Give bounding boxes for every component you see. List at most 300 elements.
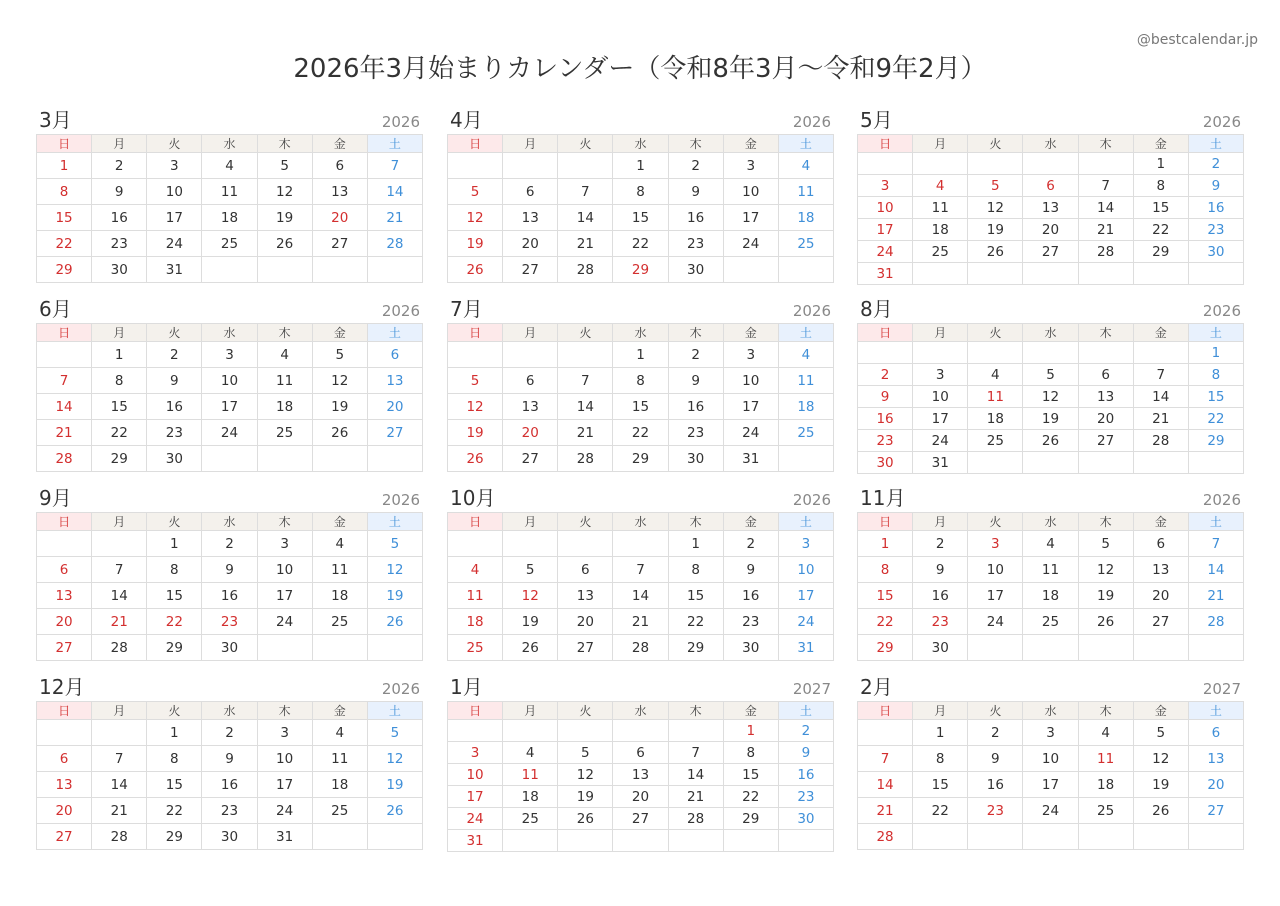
month-calendar [857, 482, 1244, 661]
day-cell: 18 [503, 786, 558, 808]
day-cell: 27 [367, 420, 422, 446]
day-cell: 7 [1078, 175, 1133, 197]
day-cell: 15 [1188, 386, 1243, 408]
day-cell: 14 [668, 764, 723, 786]
empty-cell [613, 720, 668, 742]
day-cell: 13 [503, 394, 558, 420]
day-cell: 26 [503, 635, 558, 661]
day-cell: 27 [1133, 609, 1188, 635]
day-cell: 3 [723, 342, 778, 368]
month-year: 2026 [381, 113, 420, 131]
day-cell: 3 [147, 153, 202, 179]
day-cell: 16 [147, 394, 202, 420]
day-cell: 19 [558, 786, 613, 808]
empty-cell [613, 531, 668, 557]
day-cell: 14 [37, 394, 92, 420]
day-cell: 25 [312, 798, 367, 824]
day-cell: 24 [778, 609, 833, 635]
month-name: 9月 [39, 486, 72, 510]
day-cell: 1 [1188, 342, 1243, 364]
day-cell: 22 [668, 609, 723, 635]
weekday-header: 日 [858, 702, 913, 720]
day-cell: 30 [668, 446, 723, 472]
empty-cell [312, 635, 367, 661]
day-cell: 13 [1078, 386, 1133, 408]
day-cell: 24 [913, 430, 968, 452]
day-cell: 27 [1078, 430, 1133, 452]
month-table [857, 701, 1244, 850]
month-year: 2026 [792, 491, 831, 509]
day-cell: 29 [37, 257, 92, 283]
day-cell: 14 [1133, 386, 1188, 408]
day-cell: 10 [1023, 746, 1078, 772]
empty-cell [668, 720, 723, 742]
day-cell: 5 [367, 720, 422, 746]
weekday-header: 木 [668, 513, 723, 531]
weekday-header: 土 [367, 513, 422, 531]
day-cell: 14 [92, 583, 147, 609]
weekday-header: 金 [312, 513, 367, 531]
day-cell: 27 [558, 635, 613, 661]
weekday-header: 月 [92, 324, 147, 342]
empty-cell [558, 531, 613, 557]
weekday-header: 日 [448, 702, 503, 720]
weekday-header: 金 [723, 702, 778, 720]
day-cell: 13 [1188, 746, 1243, 772]
month-year: 2026 [792, 113, 831, 131]
empty-cell [1188, 263, 1243, 285]
day-cell: 22 [613, 231, 668, 257]
day-cell: 21 [858, 798, 913, 824]
weekday-header: 金 [1133, 324, 1188, 342]
day-cell: 31 [147, 257, 202, 283]
empty-cell [723, 830, 778, 852]
day-cell: 12 [367, 557, 422, 583]
month-table [447, 512, 834, 661]
month-calendar [36, 293, 423, 472]
day-cell: 4 [1078, 720, 1133, 746]
day-cell: 6 [503, 179, 558, 205]
weekday-header: 水 [202, 135, 257, 153]
day-cell: 24 [723, 231, 778, 257]
month-table [36, 512, 423, 661]
weekday-header: 金 [312, 324, 367, 342]
empty-cell [968, 153, 1023, 175]
day-cell: 18 [448, 609, 503, 635]
day-cell: 18 [778, 205, 833, 231]
empty-cell [92, 720, 147, 746]
day-cell: 20 [1078, 408, 1133, 430]
day-cell: 11 [778, 368, 833, 394]
day-cell: 17 [202, 394, 257, 420]
day-cell: 21 [367, 205, 422, 231]
day-cell: 10 [968, 557, 1023, 583]
day-cell: 1 [37, 153, 92, 179]
empty-cell [613, 830, 668, 852]
day-cell: 18 [1023, 583, 1078, 609]
day-cell: 27 [1023, 241, 1078, 263]
weekday-header: 水 [202, 324, 257, 342]
day-cell: 19 [1078, 583, 1133, 609]
day-cell: 30 [723, 635, 778, 661]
holiday-cell: 23 [202, 609, 257, 635]
day-cell: 10 [202, 368, 257, 394]
day-cell: 15 [723, 764, 778, 786]
empty-cell [1023, 635, 1078, 661]
day-cell: 28 [1188, 609, 1243, 635]
day-cell: 28 [613, 635, 668, 661]
day-cell: 2 [668, 342, 723, 368]
day-cell: 19 [503, 609, 558, 635]
month-name: 8月 [860, 297, 893, 321]
weekday-header: 月 [503, 513, 558, 531]
month-calendar [447, 671, 834, 852]
day-cell: 20 [37, 609, 92, 635]
day-cell: 26 [1078, 609, 1133, 635]
day-cell: 19 [367, 583, 422, 609]
day-cell: 30 [92, 257, 147, 283]
weekday-header: 木 [668, 324, 723, 342]
empty-cell [723, 257, 778, 283]
weekday-header: 木 [1078, 702, 1133, 720]
day-cell: 8 [92, 368, 147, 394]
weekday-header: 火 [558, 324, 613, 342]
day-cell: 18 [257, 394, 312, 420]
day-cell: 4 [968, 364, 1023, 386]
weekday-header: 水 [613, 135, 668, 153]
empty-cell [37, 531, 92, 557]
day-cell: 23 [668, 420, 723, 446]
weekday-header: 金 [723, 324, 778, 342]
day-cell: 9 [1188, 175, 1243, 197]
empty-cell [858, 342, 913, 364]
day-cell: 16 [778, 764, 833, 786]
empty-cell [858, 153, 913, 175]
day-cell: 16 [1188, 197, 1243, 219]
weekday-header: 土 [778, 135, 833, 153]
day-cell: 10 [723, 179, 778, 205]
day-cell: 30 [1188, 241, 1243, 263]
month-name: 4月 [450, 108, 483, 132]
day-cell: 1 [1133, 153, 1188, 175]
day-cell: 10 [448, 764, 503, 786]
empty-cell [257, 446, 312, 472]
day-cell: 28 [858, 824, 913, 850]
day-cell: 25 [778, 231, 833, 257]
holiday-cell: 29 [613, 257, 668, 283]
holiday-cell: 5 [968, 175, 1023, 197]
day-cell: 24 [147, 231, 202, 257]
day-cell: 23 [668, 231, 723, 257]
day-cell: 12 [448, 205, 503, 231]
day-cell: 13 [503, 205, 558, 231]
holiday-cell: 23 [968, 798, 1023, 824]
day-cell: 17 [448, 786, 503, 808]
day-cell: 9 [668, 179, 723, 205]
weekday-header: 月 [503, 135, 558, 153]
month-table [447, 323, 834, 472]
day-cell: 2 [858, 364, 913, 386]
day-cell: 23 [1188, 219, 1243, 241]
day-cell: 11 [913, 197, 968, 219]
weekday-header: 月 [92, 513, 147, 531]
day-cell: 21 [1078, 219, 1133, 241]
day-cell: 14 [1188, 557, 1243, 583]
empty-cell [37, 720, 92, 746]
month-year: 2026 [1202, 302, 1241, 320]
weekday-header: 月 [913, 135, 968, 153]
month-table [447, 701, 834, 852]
day-cell: 4 [257, 342, 312, 368]
weekday-header: 水 [202, 702, 257, 720]
day-cell: 3 [723, 153, 778, 179]
empty-cell [448, 342, 503, 368]
day-cell: 11 [448, 583, 503, 609]
day-cell: 28 [367, 231, 422, 257]
day-cell: 25 [312, 609, 367, 635]
holiday-cell: 21 [92, 609, 147, 635]
holiday-cell: 3 [858, 175, 913, 197]
empty-cell [1078, 635, 1133, 661]
weekday-header: 木 [668, 702, 723, 720]
day-cell: 21 [92, 798, 147, 824]
day-cell: 11 [257, 368, 312, 394]
day-cell: 13 [558, 583, 613, 609]
weekday-header: 日 [858, 513, 913, 531]
empty-cell [968, 263, 1023, 285]
day-cell: 7 [613, 557, 668, 583]
empty-cell [367, 257, 422, 283]
empty-cell [558, 830, 613, 852]
empty-cell [312, 446, 367, 472]
day-cell: 3 [778, 531, 833, 557]
day-cell: 21 [1133, 408, 1188, 430]
weekday-header: 日 [37, 513, 92, 531]
day-cell: 26 [367, 798, 422, 824]
day-cell: 29 [668, 635, 723, 661]
empty-cell [503, 342, 558, 368]
month-calendar [36, 482, 423, 661]
day-cell: 10 [913, 386, 968, 408]
weekday-header: 木 [257, 324, 312, 342]
day-cell: 12 [1023, 386, 1078, 408]
empty-cell [1133, 342, 1188, 364]
day-cell: 10 [723, 368, 778, 394]
day-cell: 25 [1023, 609, 1078, 635]
day-cell: 23 [778, 786, 833, 808]
day-cell: 15 [147, 583, 202, 609]
weekday-header: 水 [613, 513, 668, 531]
day-cell: 22 [723, 786, 778, 808]
day-cell: 6 [613, 742, 668, 764]
day-cell: 14 [613, 583, 668, 609]
weekday-header: 火 [558, 135, 613, 153]
day-cell: 26 [1023, 430, 1078, 452]
day-cell: 5 [1023, 364, 1078, 386]
day-cell: 27 [37, 824, 92, 850]
empty-cell [1023, 153, 1078, 175]
empty-cell [1023, 342, 1078, 364]
empty-cell [503, 153, 558, 179]
weekday-header: 火 [147, 135, 202, 153]
day-cell: 31 [913, 452, 968, 474]
day-cell: 7 [558, 179, 613, 205]
day-cell: 22 [37, 231, 92, 257]
weekday-header: 土 [778, 324, 833, 342]
day-cell: 7 [92, 746, 147, 772]
empty-cell [503, 830, 558, 852]
empty-cell [913, 153, 968, 175]
day-cell: 31 [723, 446, 778, 472]
day-cell: 19 [1023, 408, 1078, 430]
month-calendar [36, 104, 423, 283]
day-cell: 30 [147, 446, 202, 472]
empty-cell [1078, 452, 1133, 474]
day-cell: 9 [668, 368, 723, 394]
day-cell: 9 [913, 557, 968, 583]
weekday-header: 金 [312, 702, 367, 720]
empty-cell [968, 635, 1023, 661]
day-cell: 19 [448, 420, 503, 446]
day-cell: 6 [37, 746, 92, 772]
day-cell: 22 [613, 420, 668, 446]
holiday-cell: 4 [913, 175, 968, 197]
day-cell: 23 [147, 420, 202, 446]
empty-cell [448, 720, 503, 742]
day-cell: 18 [913, 219, 968, 241]
day-cell: 19 [257, 205, 312, 231]
day-cell: 22 [1188, 408, 1243, 430]
weekday-header: 土 [1188, 513, 1243, 531]
day-cell: 30 [668, 257, 723, 283]
day-cell: 12 [448, 394, 503, 420]
empty-cell [312, 257, 367, 283]
day-cell: 21 [558, 231, 613, 257]
day-cell: 2 [202, 531, 257, 557]
day-cell: 20 [367, 394, 422, 420]
month-name: 3月 [39, 108, 72, 132]
empty-cell [968, 452, 1023, 474]
day-cell: 20 [1188, 772, 1243, 798]
day-cell: 17 [913, 408, 968, 430]
day-cell: 20 [558, 609, 613, 635]
day-cell: 24 [257, 609, 312, 635]
day-cell: 17 [723, 205, 778, 231]
day-cell: 2 [92, 153, 147, 179]
weekday-header: 月 [913, 702, 968, 720]
day-cell: 1 [92, 342, 147, 368]
day-cell: 5 [558, 742, 613, 764]
day-cell: 2 [968, 720, 1023, 746]
weekday-header: 金 [1133, 702, 1188, 720]
day-cell: 7 [1133, 364, 1188, 386]
weekday-header: 木 [1078, 513, 1133, 531]
empty-cell [1023, 263, 1078, 285]
day-cell: 19 [448, 231, 503, 257]
month-year: 2026 [381, 680, 420, 698]
day-cell: 14 [858, 772, 913, 798]
weekday-header: 日 [858, 324, 913, 342]
page-title: 2026年3月始まりカレンダー（令和8年3月〜令和9年2月） [293, 54, 987, 84]
day-cell: 11 [312, 557, 367, 583]
empty-cell [312, 824, 367, 850]
weekday-header: 月 [913, 324, 968, 342]
day-cell: 4 [778, 153, 833, 179]
empty-cell [503, 531, 558, 557]
day-cell: 6 [312, 153, 367, 179]
day-cell: 25 [448, 635, 503, 661]
day-cell: 17 [1023, 772, 1078, 798]
day-cell: 9 [778, 742, 833, 764]
day-cell: 3 [448, 742, 503, 764]
day-cell: 9 [147, 368, 202, 394]
weekday-header: 火 [147, 702, 202, 720]
empty-cell [448, 531, 503, 557]
empty-cell [1133, 635, 1188, 661]
month-year: 2026 [792, 302, 831, 320]
day-cell: 28 [92, 824, 147, 850]
day-cell: 5 [257, 153, 312, 179]
day-cell: 8 [668, 557, 723, 583]
day-cell: 26 [312, 420, 367, 446]
day-cell: 10 [778, 557, 833, 583]
empty-cell [367, 635, 422, 661]
holiday-cell: 3 [968, 531, 1023, 557]
day-cell: 13 [312, 179, 367, 205]
day-cell: 14 [558, 205, 613, 231]
day-cell: 29 [92, 446, 147, 472]
day-cell: 16 [913, 583, 968, 609]
day-cell: 20 [613, 786, 668, 808]
month-name: 2月 [860, 675, 893, 699]
month-calendar [857, 671, 1244, 850]
day-cell: 31 [257, 824, 312, 850]
day-cell: 25 [968, 430, 1023, 452]
day-cell: 21 [37, 420, 92, 446]
day-cell: 7 [37, 368, 92, 394]
day-cell: 29 [723, 808, 778, 830]
day-cell: 6 [1078, 364, 1133, 386]
empty-cell [448, 153, 503, 179]
empty-cell [1133, 824, 1188, 850]
empty-cell [778, 446, 833, 472]
day-cell: 23 [858, 430, 913, 452]
holiday-cell: 1 [723, 720, 778, 742]
empty-cell [1188, 635, 1243, 661]
day-cell: 25 [202, 231, 257, 257]
empty-cell [968, 824, 1023, 850]
day-cell: 4 [503, 742, 558, 764]
day-cell: 26 [367, 609, 422, 635]
weekday-header: 土 [1188, 135, 1243, 153]
weekday-header: 火 [968, 135, 1023, 153]
month-calendar [36, 671, 423, 850]
day-cell: 16 [668, 205, 723, 231]
day-cell: 11 [1023, 557, 1078, 583]
empty-cell [1188, 452, 1243, 474]
weekday-header: 日 [448, 135, 503, 153]
day-cell: 25 [778, 420, 833, 446]
day-cell: 6 [503, 368, 558, 394]
month-calendar [447, 293, 834, 472]
empty-cell [558, 342, 613, 368]
weekday-header: 金 [312, 135, 367, 153]
day-cell: 8 [613, 368, 668, 394]
day-cell: 4 [312, 720, 367, 746]
day-cell: 23 [723, 609, 778, 635]
day-cell: 15 [613, 394, 668, 420]
day-cell: 1 [613, 153, 668, 179]
